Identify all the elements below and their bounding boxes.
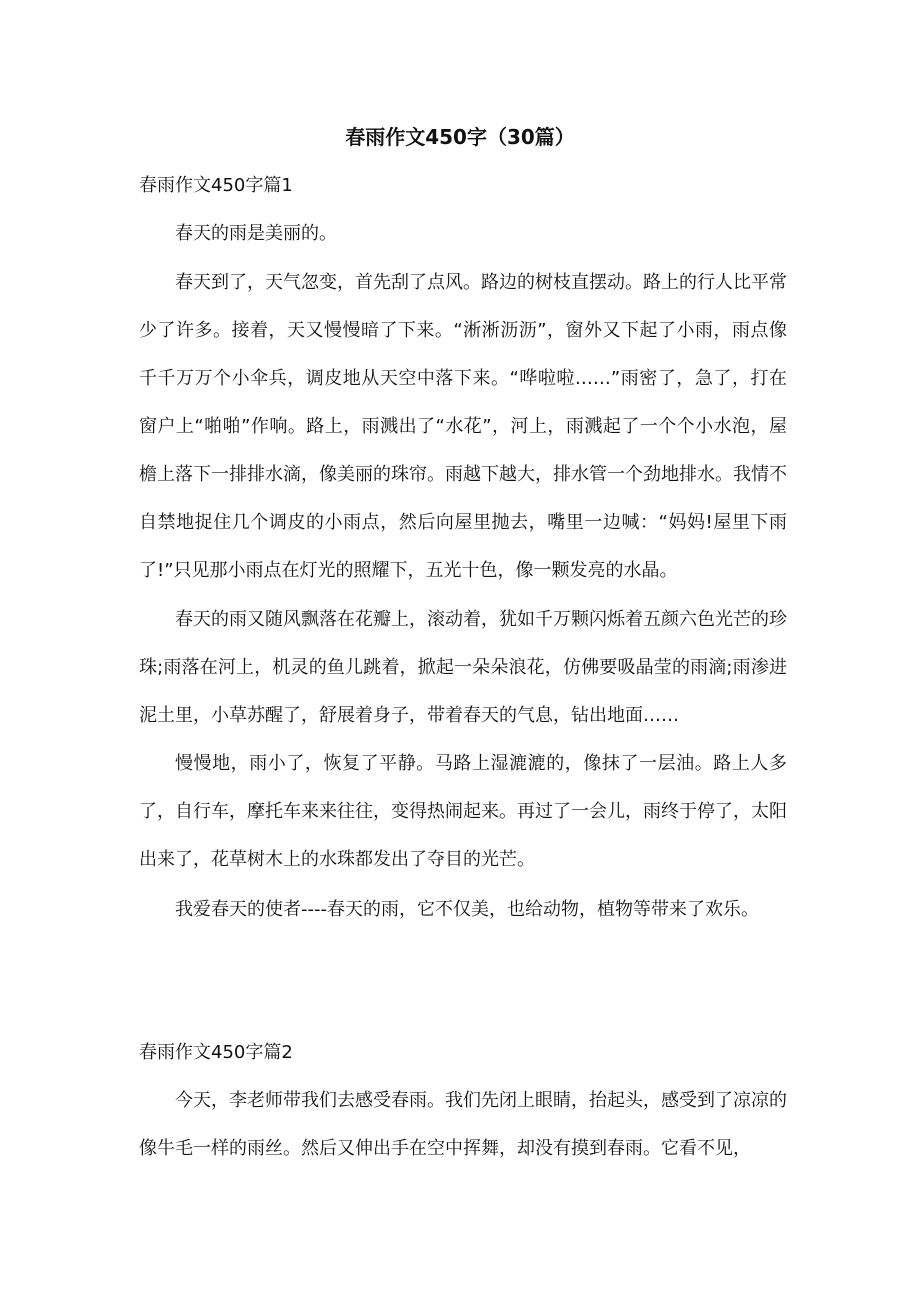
section-2-paragraph-1: 今天，李老师带我们去感受春雨。我们先闭上眼睛，抬起头，感受到了凉凉的像牛毛一样的雨丝。然后又伸出手在空中挥舞，却没有摸到春雨。它看不见， <box>139 1090 787 1159</box>
section-1-paragraph-4: 慢慢地，雨小了，恢复了平静。马路上湿漉漉的，像抹了一层油。路上人多了，自行车，摩托车来来往往，变得热闹起来。再过了一会儿，雨终于停了，太阳出来了，花草树木上的水珠都发出了夺目的光芒。 <box>139 753 787 870</box>
section-1-paragraph-5: 我爱春天的使者----春天的雨，它不仅美，也给动物，植物等带来了欢乐。 <box>175 899 759 920</box>
section-1-paragraph-3: 春天的雨又随风飘落在花瓣上，滚动着，犹如千万颗闪烁着五颜六色光芒的珍珠;雨落在河上，机灵的鱼儿跳着，掀起一朵朵浪花，仿佛要吸晶莹的雨滴;雨渗进泥土里，小草苏醒了，舒展着身子，带着春天的气息，钻出地面…… <box>139 609 787 726</box>
section-1-paragraph-1: 春天的雨是美丽的。 <box>175 223 337 244</box>
section-1-paragraph-2: 春天到了，天气忽变，首先刮了点风。路边的树枝直摆动。路上的行人比平常少了许多。接着，天又慢慢暗了下来。“淅淅沥沥”，窗外又下起了小雨，雨点像千千万万个小伞兵，调皮地从天空中落下来。“哗啦啦……”雨密了，急了，打在窗户上“啪啪”作响。路上，雨溅出了“水花”，河上，雨溅起了一个个小水泡，屋檐上落下一排排水滴，像美丽的珠帘。雨越下越大，排水管一个劲地排水。我情不自禁地捉住几个调皮的小雨点，然后向屋里抛去，嘴里一边喊：“妈妈!屋里下雨了!”只见那小雨点在灯光的照耀下，五光十色，像一颗发亮的水晶。 <box>139 272 787 581</box>
section-2-heading: 春雨作文450字篇2 <box>139 1042 293 1063</box>
section-1-heading: 春雨作文450字篇1 <box>139 175 293 196</box>
document-title: 春雨作文450字（30篇） <box>345 125 575 149</box>
